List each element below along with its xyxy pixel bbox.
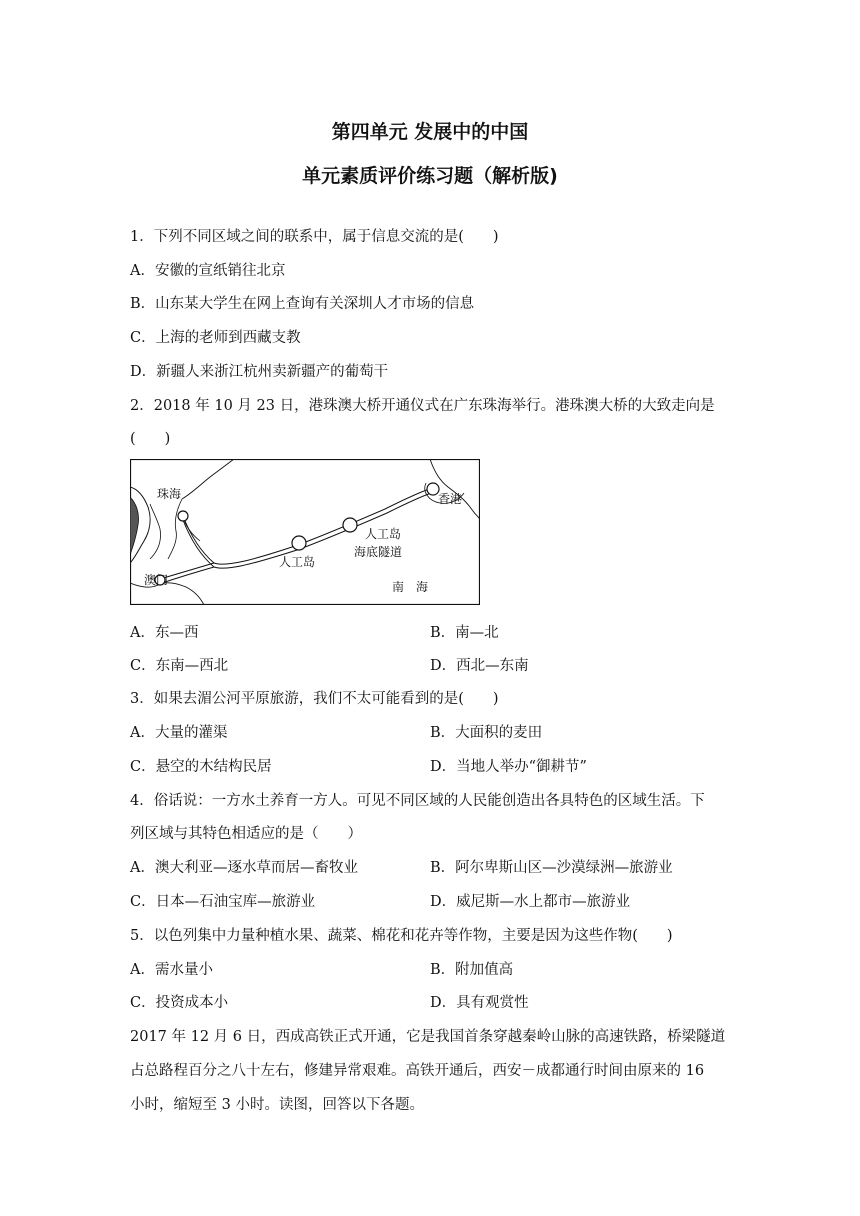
label-island-2: 人工岛 (365, 527, 402, 541)
question-3-option-a: A．大量的灌渠 (130, 725, 228, 741)
question-3-option-c: C．悬空的木结构民居 (130, 759, 272, 775)
passage-line-3: 小时，缩短至 3 小时。读图，回答以下各题。 (130, 1097, 424, 1113)
question-2-option-b: B．南—北 (430, 625, 499, 641)
question-4-option-d: D．威尼斯—水上都市—旅游业 (430, 894, 631, 910)
passage-line-1: 2017 年 12 月 6 日，西成高铁正式开通，它是我国首条穿越秦岭山脉的高速铁路，桥梁隧道 (130, 1029, 726, 1045)
label-island-1: 人工岛 (279, 555, 316, 569)
question-1-stem: 1．下列不同区域之间的联系中，属于信息交流的是( ) (130, 229, 499, 245)
artificial-island-2-node (343, 518, 357, 532)
question-3-option-b: B．大面积的麦田 (430, 725, 543, 741)
question-4-option-a: A．澳大利亚—逐水草而居—畜牧业 (130, 860, 358, 876)
question-2-option-c: C．东南—西北 (130, 658, 229, 674)
question-1-option-d: D．新疆人来浙江杭州卖新疆产的葡萄干 (130, 364, 389, 380)
question-4-stem-cont: 列区域与其特色相适应的是（ ） (130, 826, 362, 842)
question-4-stem: 4．俗话说：一方水土养育一方人。可见不同区域的人民能创造出各具特色的区域生活。下 (130, 793, 705, 809)
question-5-option-a: A．需水量小 (130, 962, 213, 978)
page-subtitle: 单元素质评价练习题（解析版) (302, 165, 558, 187)
question-3-option-d: D．当地人举办“御耕节” (430, 759, 587, 775)
question-1-option-b: B．山东某大学生在网上查询有关深圳人才市场的信息 (130, 296, 475, 312)
question-5-stem: 5．以色列集中力量种植水果、蔬菜、棉花和花卉等作物，主要是因为这些作物( ) (130, 928, 673, 944)
question-1-option-c: C．上海的老师到西藏支教 (130, 330, 301, 346)
question-2-option-d: D．西北—东南 (430, 658, 529, 674)
question-2-stem-cont: ( ) (130, 431, 171, 447)
label-hongkong: 香港 (438, 492, 463, 506)
question-4-option-b: B．阿尔卑斯山区—沙漠绿洲—旅游业 (430, 860, 673, 876)
question-5-option-c: C．投资成本小 (130, 995, 229, 1011)
question-2-stem: 2．2018 年 10 月 23 日，港珠澳大桥开通仪式在广东珠海举行。港珠澳大桥的大致走向是 (130, 398, 715, 414)
question-5-option-d: D．具有观赏性 (430, 995, 529, 1011)
artificial-island-1-node (292, 536, 306, 550)
page-title: 第四单元 发展中的中国 (331, 121, 529, 143)
label-zhuhai: 珠海 (157, 487, 182, 501)
bridge-map-figure (130, 459, 480, 605)
question-3-stem: 3．如果去湄公河平原旅游，我们不太可能看到的是( ) (130, 691, 499, 707)
question-1-option-a: A．安徽的宣纸销往北京 (130, 263, 286, 279)
bridge-map (130, 459, 480, 605)
label-south-sea: 南 海 (392, 580, 429, 594)
question-5-option-b: B．附加值高 (430, 962, 514, 978)
zhuhai-node (178, 511, 188, 521)
passage-line-2: 占总路程百分之八十左右，修建异常艰难。高铁开通后，西安－成都通行时间由原来的 16 (130, 1063, 705, 1079)
question-2-option-a: A．东—西 (130, 625, 199, 641)
label-macau: 澳门 (144, 573, 169, 587)
label-tunnel: 海底隧道 (354, 545, 403, 559)
question-4-option-c: C．日本—石油宝库—旅游业 (130, 894, 316, 910)
